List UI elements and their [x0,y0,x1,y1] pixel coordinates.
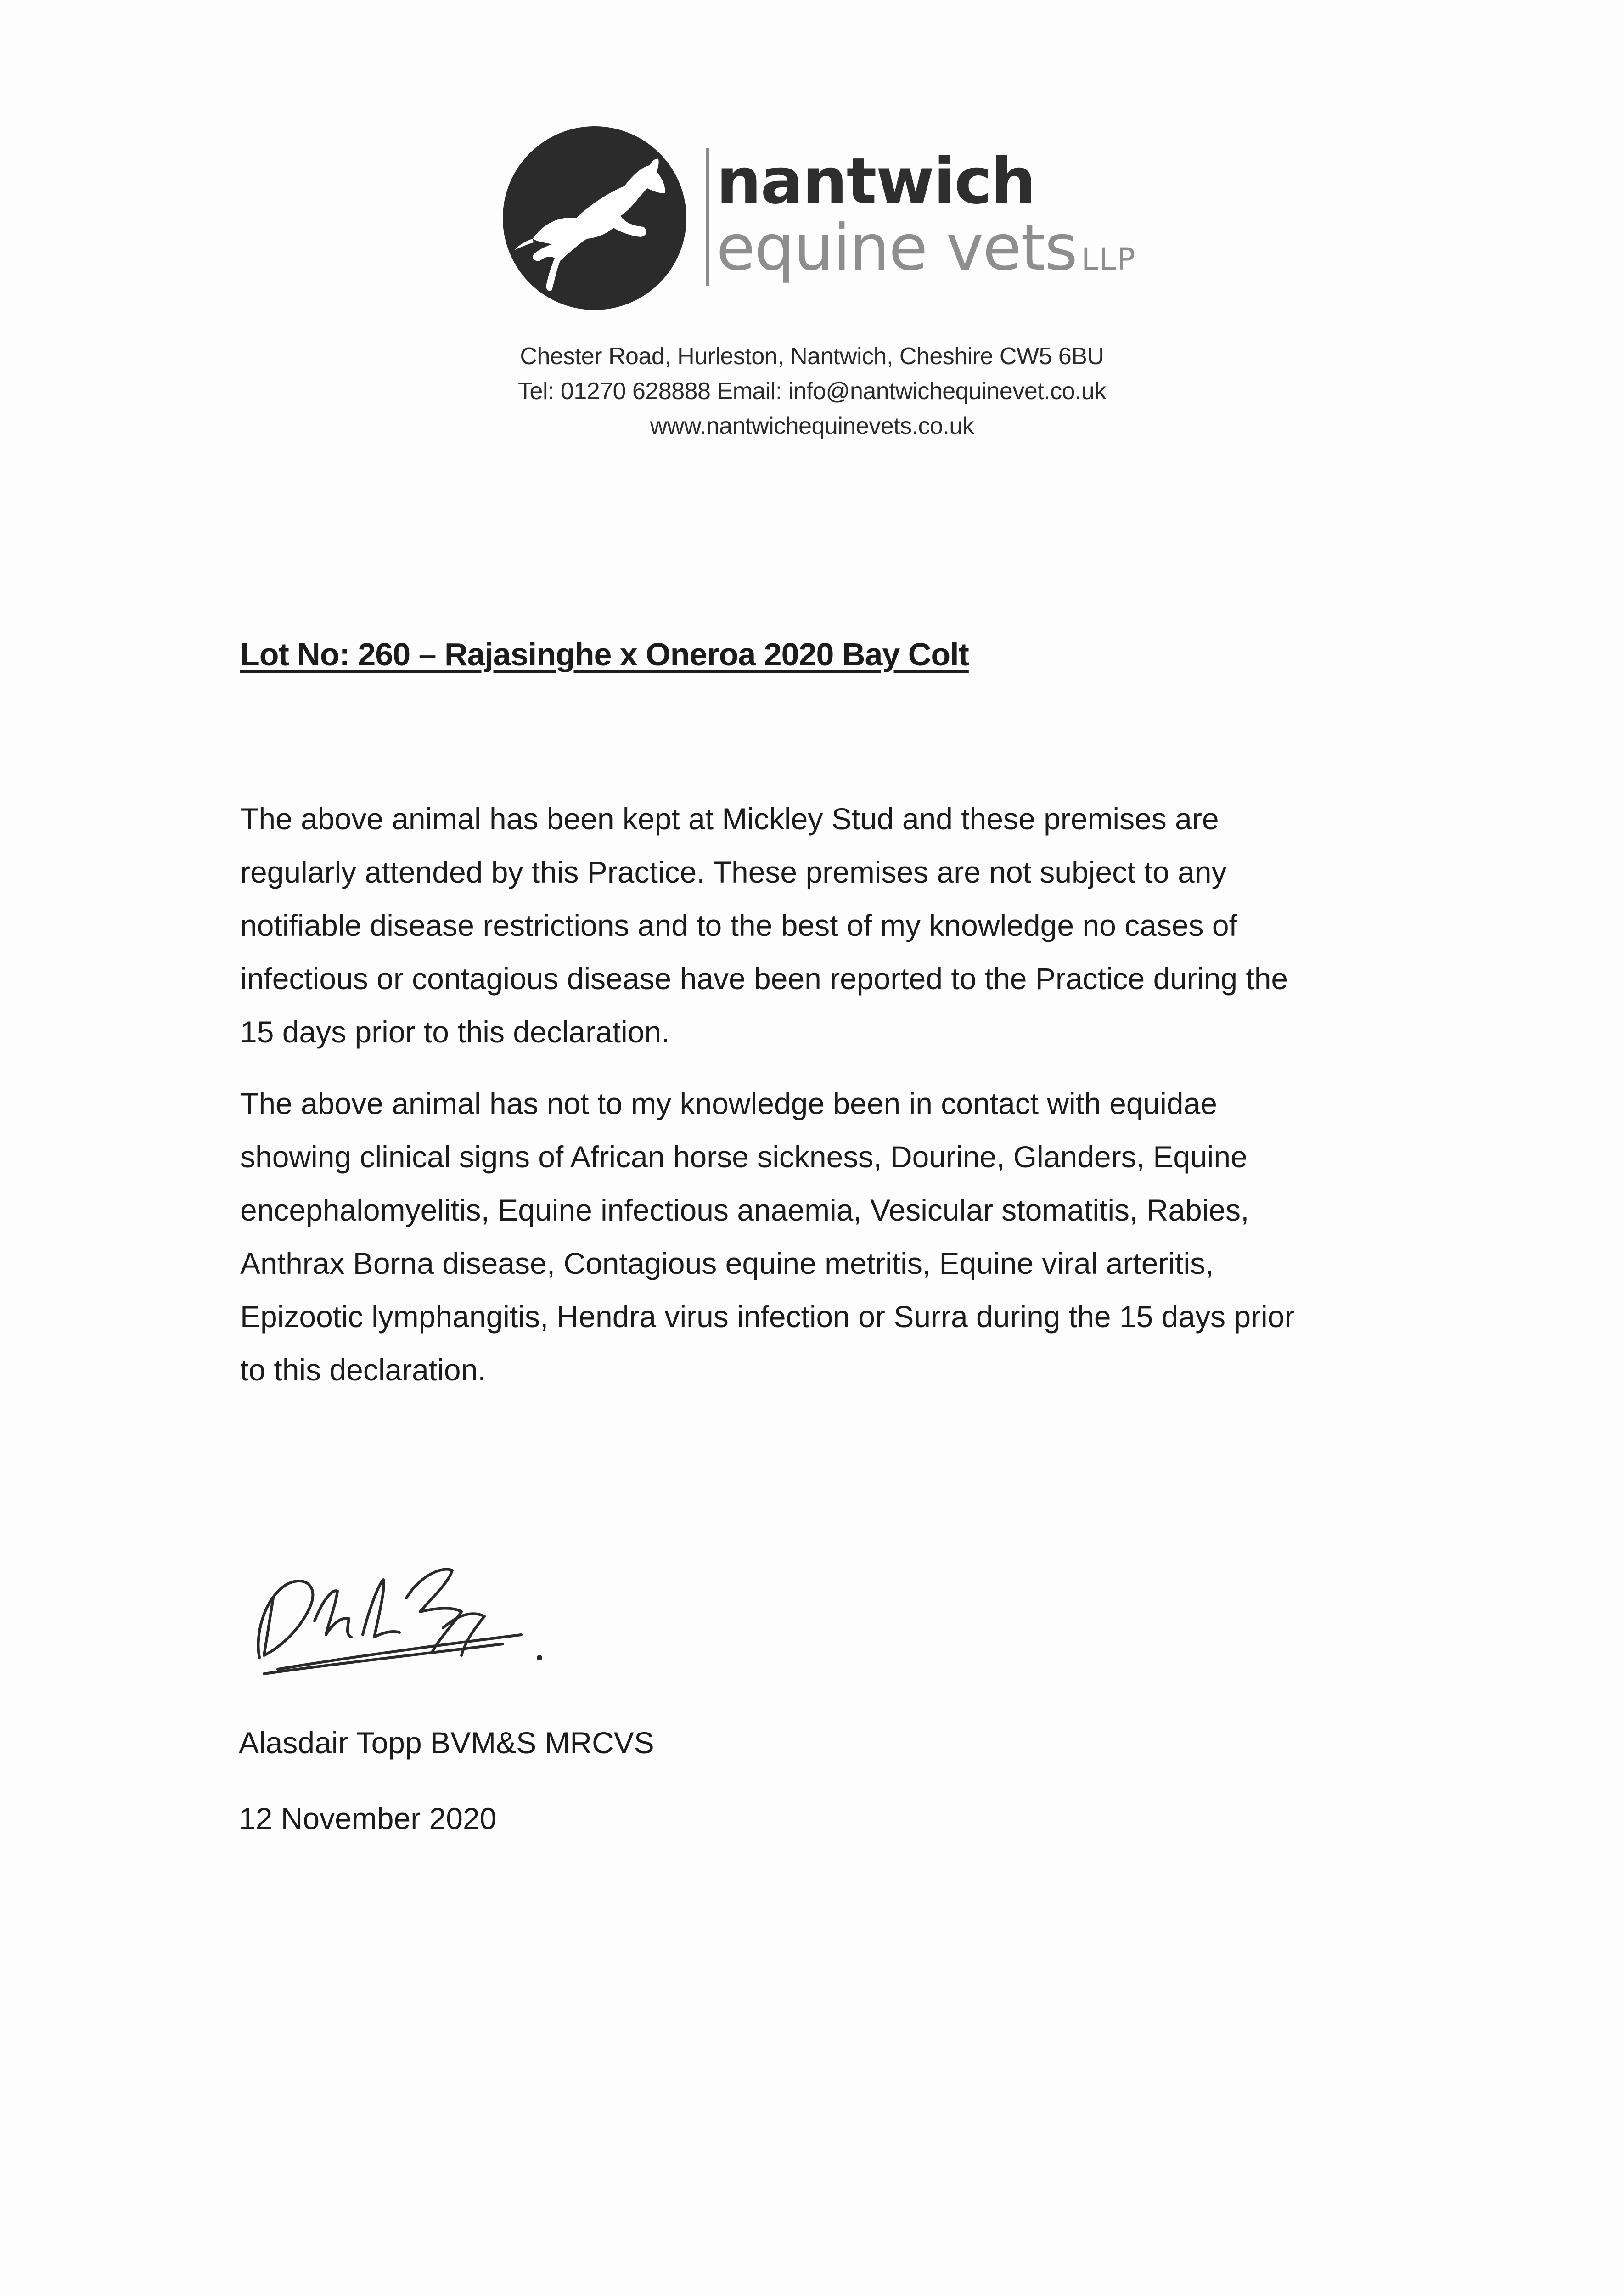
paragraph-line: encephalomyelitis, Equine infectious anaemia, Vesicular stomatitis, Rabies, [240,1193,1249,1227]
brand-name-line2-text: equine vets [716,211,1077,285]
paragraph-line: infectious or contagious disease have been reported to the Practice during the [240,962,1288,996]
declaration-paragraph-2 [240,1077,1443,1396]
jumping-horse-logo-icon [500,124,689,312]
brand-suffix: LLP [1081,242,1136,277]
address-line: Chester Road, Hurleston, Nantwich, Cheshire CW5 6BU [520,343,1104,370]
paragraph-line: to this declaration. [240,1353,486,1387]
logo-divider [706,148,709,286]
signer-name: Alasdair Topp BVM&S MRCVS [239,1726,654,1760]
declaration-paragraph-1 [240,792,1443,1058]
practice-logo [500,124,1143,312]
paragraph-line: The above animal has not to my knowledge been in contact with equidae [240,1086,1218,1120]
lot-title: Lot No: 260 – Rajasinghe x Oneroa 2020 Bay Colt [240,636,969,672]
practice-address [0,339,1624,444]
handwritten-signature [246,1543,558,1681]
website-line: www.nantwichequinevets.co.uk [650,413,974,439]
paragraph-line: The above animal has been kept at Mickley Stud and these premises are [240,802,1219,836]
brand-name-line1: nantwich [716,144,1035,218]
paragraph-line: 15 days prior to this declaration. [240,1015,670,1049]
brand-name-line2 [716,211,1136,294]
contact-line: Tel: 01270 628888 Email: info@nantwichequinevet.co.uk [518,378,1106,405]
paragraph-line: regularly attended by this Practice. These premises are not subject to any [240,855,1227,889]
paragraph-line: notifiable disease restrictions and to the best of my knowledge no cases of [240,908,1237,942]
declaration-date: 12 November 2020 [239,1801,497,1835]
paragraph-line: Epizootic lymphangitis, Hendra virus infection or Surra during the 15 days prior [240,1300,1295,1334]
paragraph-line: Anthrax Borna disease, Contagious equine metritis, Equine viral arteritis, [240,1246,1214,1280]
paragraph-line: showing clinical signs of African horse sickness, Dourine, Glanders, Equine [240,1140,1248,1174]
